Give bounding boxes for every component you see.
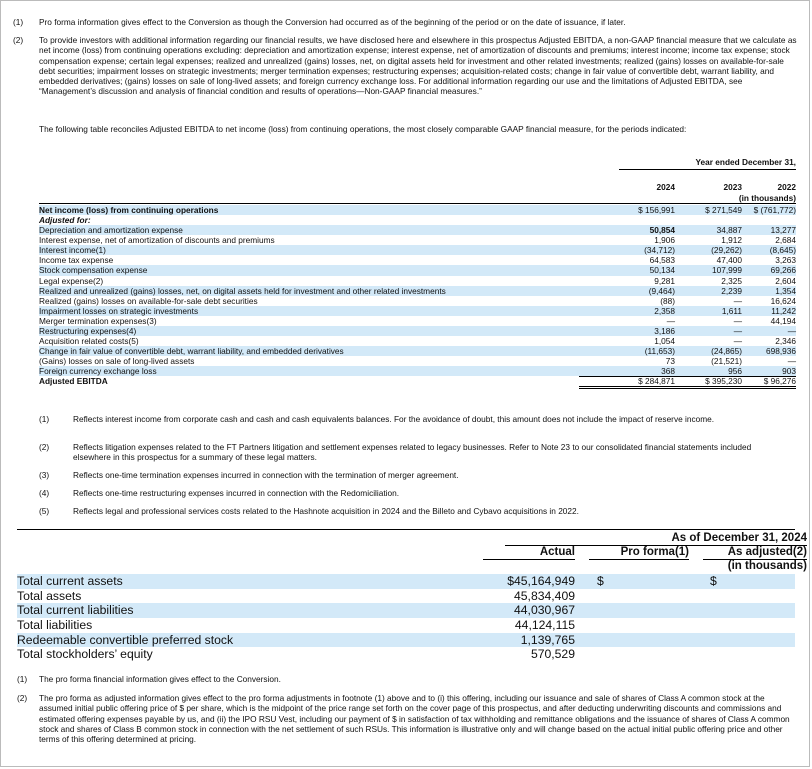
cell-2024: 73 <box>665 356 675 367</box>
cell-2022: 2,684 <box>775 235 796 246</box>
footnote-number: (1) <box>39 414 50 424</box>
footnote-text: To provide investors with additional information regarding our financial results, we have disclosed here and elsewhere in this prospectus Adjusted EBITDA, a non-GAAP financial measure that we calculate as net income (loss) from continuing operations excluding: depreciation and amortization expense; interest expense, net of amortization of discounts and premiums; interest income; income tax expense; stock compensation expense; certain legal expenses; realized and unrealized (gains) losses, net, on digital assets held for investment and other related investments; realized (gains) losses on available-for-sale debt securities; impairment losses on strategic investments; merger termination expenses; restructuring expenses; acquisition-related costs; change in fair value of convertible debt, warrant liability, and embedded derivatives; (gains) losses on sale of long-lived assets; and foreign currency exchange loss. For additional information regarding our use and the limitations of Adjusted EBITDA, see “Management’s discussion and analysis of financial condition and results of operations—Non-GAAP financial measures.” <box>39 35 797 97</box>
table-row <box>39 235 796 245</box>
column-header-actual: Actual <box>483 546 575 560</box>
cell-2023: $ 271,549 <box>705 205 742 215</box>
row-label: Adjusted EBITDA <box>39 376 108 387</box>
cell-2022: 16,624 <box>770 295 796 306</box>
table-row <box>39 286 796 296</box>
table-row <box>39 255 796 265</box>
footnote-number: (2) <box>17 693 28 703</box>
cell-actual: $45,164,949 <box>507 574 575 588</box>
row-label: (Gains) losses on sale of long-lived assets <box>39 356 195 367</box>
table-row <box>39 245 796 255</box>
table-row-total <box>39 376 796 386</box>
row-label: Realized (gains) losses on available-for-sale debt securities <box>39 295 258 306</box>
cell-2024: (34,712) <box>644 245 675 256</box>
footnote-text: The pro forma as adjusted information gives effect to the pro forma adjustments in footnote (1) above and to (i) this offering, including our issuance and sale of shares of Class A common stock at the assumed initial public offering price of $ per share, which is the midpoint of the price range set forth on the cover page of this prospectus, and after deducting underwriting discounts and commissions and estimated offering expenses payable by us, and (ii) the IPO RSU Vest, including our payment of $ in satisfaction of tax withholding and remittance obligations and the issuance of shares of Class A common stock and shares of Class B common stock in connection with the net settlement of such RSUs. This information is illustrative only and will change based on the actual initial public offering price and other terms of this offering determined at pricing. <box>39 693 790 745</box>
cell-2022: — <box>787 325 796 336</box>
row-label: Impairment losses on strategic investments <box>39 305 199 316</box>
footnote-number: (4) <box>39 488 50 498</box>
row-label: Interest expense, net of amortization of discounts and premiums <box>39 235 275 246</box>
row-label: Redeemable convertible preferred stock <box>17 632 234 647</box>
cell-2024: 64,583 <box>649 255 675 266</box>
cell-2024: (88) <box>660 295 675 306</box>
cell-2022: — <box>787 356 796 367</box>
table-row <box>17 647 795 662</box>
table-row <box>17 618 795 633</box>
cell-2024: $ 156,991 <box>638 205 675 215</box>
footnote-number: (2) <box>13 35 24 45</box>
row-label: Restructuring expenses(4) <box>39 325 137 336</box>
row-label: Total current liabilities <box>17 603 134 618</box>
cell-2023: — <box>733 295 742 306</box>
table-row <box>39 306 796 316</box>
cell-2022: 11,242 <box>771 305 796 316</box>
cell-2023: 107,999 <box>712 265 742 276</box>
cell-2022: 69,266 <box>770 265 796 276</box>
footnote-number: (1) <box>13 17 24 27</box>
units-label: (in thousands) <box>738 193 796 203</box>
year-header: Year ended December 31, <box>619 157 796 170</box>
cell-actual: 44,124,115 <box>514 618 575 633</box>
row-label: Interest income(1) <box>39 245 106 256</box>
row-label: Income tax expense <box>39 255 114 266</box>
row-label: Adjusted for: <box>39 215 91 226</box>
cell-2023: 956 <box>665 366 742 377</box>
cell-2022: (8,645) <box>769 245 796 256</box>
column-header-2024: 2024 <box>656 182 675 192</box>
cell-2022: 903 <box>742 366 796 377</box>
cell-2024: 1,906 <box>654 235 675 246</box>
intro-paragraph: The following table reconciles Adjusted EBITDA to net income (loss) from continuing operations, the most closely comparable GAAP financial measure, for the periods indicated: <box>39 124 687 134</box>
table-row <box>39 366 796 376</box>
cell-2023: 2,239 <box>721 285 742 296</box>
cell-2024: (9,464) <box>648 285 675 296</box>
footnote-text: Reflects interest income from corporate cash and cash and cash equivalents balances. For the avoidance of doubt, this amount does not include the impact of reserve income. <box>73 414 715 424</box>
cell-2024: 2,358 <box>654 305 675 316</box>
cell-2022: 698,936 <box>766 346 796 357</box>
cell-2022: 3,263 <box>775 255 796 266</box>
table-row <box>39 346 796 356</box>
column-header-pro-forma: Pro forma(1) <box>589 546 689 560</box>
footnote-number: (5) <box>39 506 50 516</box>
cell-2022: 44,194 <box>770 315 796 326</box>
footnote-text: Reflects one-time restructuring expenses incurred in connection with the Redomiciliation. <box>73 488 400 498</box>
footnote-number: (3) <box>39 470 50 480</box>
footnote-text: Reflects litigation expenses related to the FT Partners litigation and settlement expenses related to legacy businesses. Refer to Note 23 to our consolidated financial statements included elsewhere in this prospectus for a summary of these legal matters. <box>73 442 752 463</box>
cell-actual: 570,529 <box>530 647 575 662</box>
cell-2023: 1,611 <box>721 305 742 316</box>
cell-2023: $ 395,230 <box>665 376 742 389</box>
cell-2023: — <box>733 325 742 336</box>
table-row <box>39 215 796 225</box>
footnote-text: Reflects legal and professional services costs related to the Hashnote acquisition in 2024 and the Billeto and Cybavo acquisitions in 2022. <box>73 506 579 516</box>
cell-2023: 47,400 <box>716 255 742 266</box>
cell-2023: — <box>733 315 742 326</box>
cell-2024: — <box>666 315 675 326</box>
cell-2024: (11,653) <box>644 346 675 357</box>
row-label: Depreciation and amortization expense <box>39 225 183 236</box>
footnote <box>13 35 799 115</box>
cell-2023: 1,912 <box>721 235 742 246</box>
cell-2024: 1,054 <box>654 336 675 347</box>
cell-2024: 9,281 <box>654 275 675 286</box>
row-label: Acquisition related costs(5) <box>39 336 139 347</box>
cell-2024: 50,854 <box>649 225 675 236</box>
units-label: (in thousands) <box>727 560 807 572</box>
cell-2024: 3,186 <box>654 325 675 336</box>
cell-actual: 44,030,967 <box>514 603 575 618</box>
cell-2022: $ (761,772) <box>753 205 796 215</box>
row-label: Legal expense(2) <box>39 275 104 286</box>
row-label: Change in fair value of convertible debt, warrant liability, and embedded derivatives <box>39 346 344 357</box>
cell-2024: 368 <box>579 366 675 377</box>
footnote-number: (2) <box>39 442 50 452</box>
cell-actual: 45,834,409 <box>514 588 575 603</box>
footnote-text: The pro forma financial information gives effect to the Conversion. <box>39 674 281 684</box>
cell-2022: 1,354 <box>775 285 796 296</box>
table-row <box>39 326 796 336</box>
row-label: Total current assets <box>17 574 123 588</box>
cell-as-adjusted: $ <box>710 574 717 588</box>
as-of-header: As of December 31, 2024 <box>505 532 807 546</box>
cell-2024: 50,134 <box>649 265 675 276</box>
cell-2023: — <box>733 336 742 347</box>
cell-2022: $ 96,276 <box>742 376 796 389</box>
cell-actual: 1,139,765 <box>520 632 575 647</box>
table-row <box>17 603 795 618</box>
table-row <box>39 276 796 286</box>
table-row <box>39 356 796 366</box>
cell-2023: (24,865) <box>711 346 742 357</box>
footnote-text: Pro forma information gives effect to the Conversion as though the Conversion had occurred as of the beginning of the period or on the date of issuance, if later. <box>39 17 626 27</box>
cell-2022: 2,604 <box>775 275 796 286</box>
table-row <box>39 316 796 326</box>
cell-2023: 2,325 <box>721 275 742 286</box>
row-label: Total liabilities <box>17 618 93 633</box>
cell-2023: 34,887 <box>716 225 742 236</box>
cell-2023: (29,262) <box>711 245 742 256</box>
table-row <box>39 296 796 306</box>
row-label: Stock compensation expense <box>39 265 148 276</box>
row-label: Total assets <box>17 588 82 603</box>
footnote-text: Reflects one-time termination expenses incurred in connection with the termination of merger agreement. <box>73 470 459 480</box>
table-row <box>39 336 796 346</box>
table-body <box>17 574 795 662</box>
cell-2024: $ 284,871 <box>579 376 675 389</box>
cell-2022: 2,346 <box>775 336 796 347</box>
table-top-rule <box>17 529 795 530</box>
footnote-number: (1) <box>17 674 28 684</box>
table-row <box>39 205 796 215</box>
row-label: Total stockholders’ equity <box>17 647 153 662</box>
cell-2022: 13,277 <box>770 225 796 236</box>
table-row <box>39 265 796 275</box>
column-header-as-adjusted: As adjusted(2) <box>703 546 807 560</box>
header-rule <box>39 203 796 204</box>
row-label: Foreign currency exchange loss <box>39 366 157 377</box>
table-row <box>39 225 796 235</box>
row-label: Merger termination expenses(3) <box>39 315 157 326</box>
row-label: Net income (loss) from continuing operations <box>39 205 219 215</box>
table-row <box>17 633 795 648</box>
cell-pro-forma: $ <box>597 574 604 588</box>
row-label: Realized and unrealized (gains) losses, net, on digital assets held for investment and other related investments <box>39 285 446 296</box>
table-body <box>39 205 796 386</box>
table-row <box>17 589 795 604</box>
cell-2023: (21,521) <box>711 356 742 367</box>
column-header-2022: 2022 <box>777 182 796 192</box>
table-row <box>17 574 795 589</box>
column-header-2023: 2023 <box>723 182 742 192</box>
